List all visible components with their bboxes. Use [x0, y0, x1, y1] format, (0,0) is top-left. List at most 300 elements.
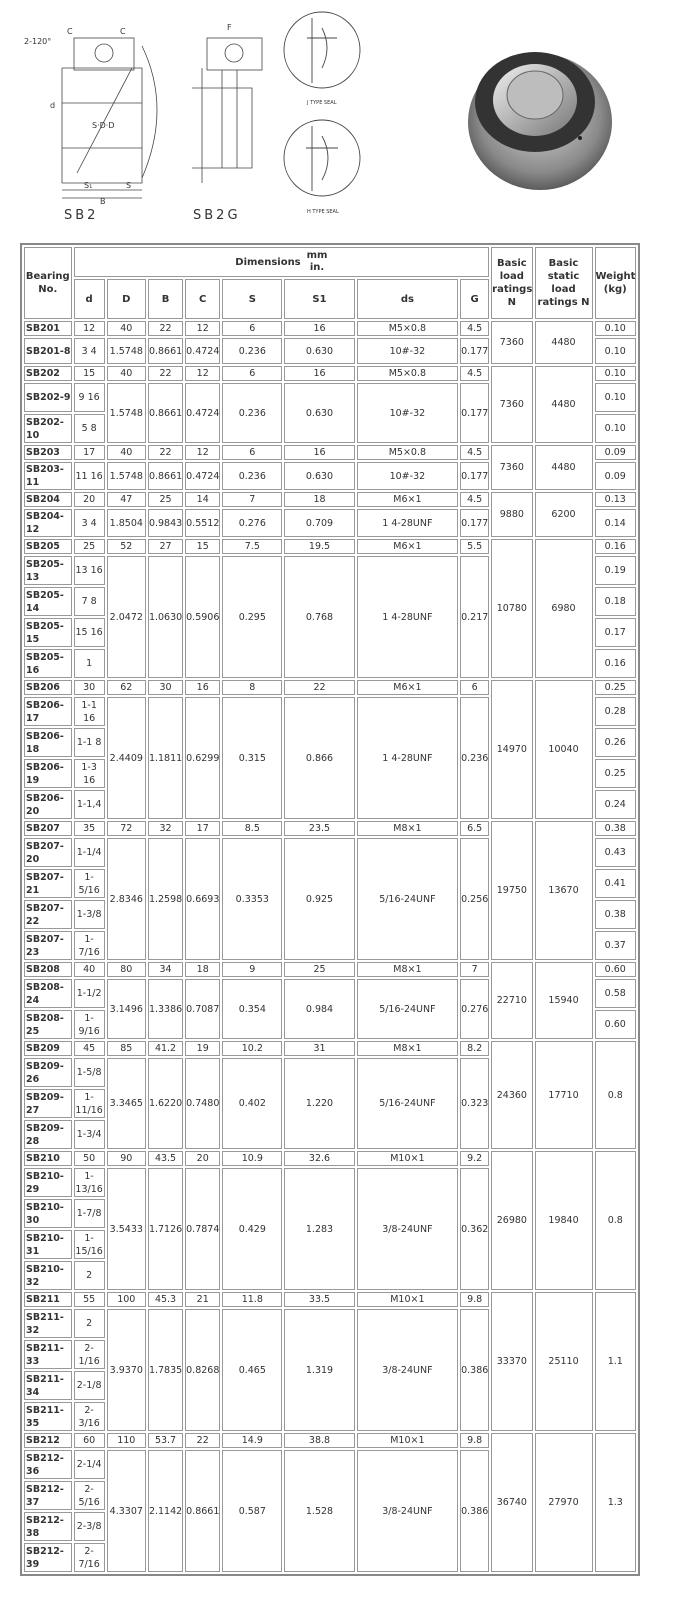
weight: 0.26	[595, 728, 637, 757]
cell-d: 20	[74, 492, 105, 507]
basic-static: 4480	[535, 366, 593, 443]
cell-S: 11.8	[222, 1292, 282, 1307]
bearing-no: SB205-14	[24, 587, 72, 616]
cell-S-inch: 0.295	[222, 556, 282, 678]
cell-B: 45.3	[148, 1292, 183, 1307]
cell-d-inch: 2	[74, 1309, 105, 1338]
bearing-no: SB211-34	[24, 1371, 72, 1400]
cell-ds: M10×1	[357, 1433, 458, 1448]
f-label: F	[227, 23, 232, 32]
basic-load: 22710	[491, 962, 532, 1039]
cell-ds: M10×1	[357, 1151, 458, 1166]
table-row	[24, 680, 636, 695]
cell-ds: M6×1	[357, 680, 458, 695]
weight: 0.10	[595, 338, 637, 364]
weight: 0.10	[595, 321, 637, 336]
bearing-no: SB212-37	[24, 1481, 72, 1510]
bearing-no: SB212-39	[24, 1543, 72, 1572]
bearing-no: SB202-10	[24, 414, 72, 443]
cell-B-inch: 1.3386	[148, 979, 183, 1039]
cell-S: 8	[222, 680, 282, 695]
cell-S: 14.9	[222, 1433, 282, 1448]
weight: 0.38	[595, 900, 637, 929]
cell-D-inch: 1.5748	[107, 383, 146, 443]
cell-B-inch: 1.6220	[148, 1058, 183, 1149]
cell-D: 80	[107, 962, 146, 977]
cell-d-inch: 1-1/2	[74, 979, 105, 1008]
bearing-no: SB202-9	[24, 383, 72, 412]
cell-ds-inch: 5/16-24UNF	[357, 979, 458, 1039]
table-row	[24, 1041, 636, 1056]
c-label-2: C	[120, 27, 126, 36]
weight: 0.28	[595, 697, 637, 726]
bearing-no: SB207-20	[24, 838, 72, 867]
drawing-labels	[24, 23, 339, 215]
table-row	[24, 539, 636, 554]
cell-C: 19	[185, 1041, 220, 1056]
cell-S-inch: 0.402	[222, 1058, 282, 1149]
cell-S1: 19.5	[284, 539, 354, 554]
weight: 0.16	[595, 539, 637, 554]
bearing-no: SB204-12	[24, 509, 72, 537]
bearing-no: SB209-27	[24, 1089, 72, 1118]
cell-S1: 33.5	[284, 1292, 354, 1307]
cell-C-inch: 0.7874	[185, 1168, 220, 1290]
table-row	[24, 962, 636, 977]
bearing-no: SB205-15	[24, 618, 72, 647]
cell-C: 12	[185, 321, 220, 336]
cell-d-inch: 1-1,4	[74, 790, 105, 819]
cell-D-inch: 3.1496	[107, 979, 146, 1039]
bearing-no: SB212-36	[24, 1450, 72, 1479]
header-dimensions	[74, 247, 490, 277]
table-row	[24, 1292, 636, 1307]
bearing-no: SB206-19	[24, 759, 72, 788]
cell-S1: 32.6	[284, 1151, 354, 1166]
cell-ds-inch: 3/8-24UNF	[357, 1309, 458, 1431]
cell-S-inch: 0.587	[222, 1450, 282, 1572]
bearing-photo	[455, 30, 625, 200]
cell-D-inch: 2.4409	[107, 697, 146, 819]
cell-d-inch: 1-9/16	[74, 1010, 105, 1039]
cell-S: 8.5	[222, 821, 282, 836]
cell-S1-inch: 0.630	[284, 383, 354, 443]
bearing-no: SB207-22	[24, 900, 72, 929]
basic-static: 17710	[535, 1041, 593, 1149]
cell-S1: 16	[284, 366, 354, 381]
cell-B: 22	[148, 321, 183, 336]
cell-ds-inch: 5/16-24UNF	[357, 838, 458, 960]
cell-d: 40	[74, 962, 105, 977]
cell-B: 27	[148, 539, 183, 554]
figure-area	[0, 0, 680, 240]
bearing-no: SB206-17	[24, 697, 72, 726]
cell-d: 12	[74, 321, 105, 336]
bearing-no: SB211-32	[24, 1309, 72, 1338]
cell-G-inch: 0.386	[460, 1450, 489, 1572]
cell-S1-inch: 0.630	[284, 338, 354, 364]
cell-S: 6	[222, 445, 282, 460]
cell-C-inch: 0.8661	[185, 1450, 220, 1572]
cell-C: 16	[185, 680, 220, 695]
weight: 0.14	[595, 509, 637, 537]
cell-d: 30	[74, 680, 105, 695]
cell-ds-inch: 1 4-28UNF	[357, 697, 458, 819]
cell-G-inch: 0.276	[460, 979, 489, 1039]
cell-G-inch: 0.177	[460, 383, 489, 443]
cell-S1-inch: 0.866	[284, 697, 354, 819]
basic-load: 36740	[491, 1433, 532, 1572]
cell-C: 12	[185, 366, 220, 381]
cell-C-inch: 0.5906	[185, 556, 220, 678]
cell-D: 62	[107, 680, 146, 695]
cell-D: 40	[107, 366, 146, 381]
header-dimensions-label: Dimensions	[235, 256, 301, 268]
cell-d: 25	[74, 539, 105, 554]
bearing-no: SB207-23	[24, 931, 72, 960]
bearing-no: SB212-38	[24, 1512, 72, 1541]
weight: 0.25	[595, 759, 637, 788]
cell-C-inch: 0.7087	[185, 979, 220, 1039]
cell-ds: M8×1	[357, 962, 458, 977]
cell-D-inch: 4.3307	[107, 1450, 146, 1572]
cell-d: 17	[74, 445, 105, 460]
cell-B: 41.2	[148, 1041, 183, 1056]
cell-D: 110	[107, 1433, 146, 1448]
bearing-no: SB205	[24, 539, 72, 554]
cell-D-inch: 1.5748	[107, 338, 146, 364]
cell-D-inch: 3.3465	[107, 1058, 146, 1149]
basic-static: 19840	[535, 1151, 593, 1290]
bearing-no: SB205-13	[24, 556, 72, 585]
cell-d-inch: 2-1/4	[74, 1450, 105, 1479]
basic-static: 4480	[535, 445, 593, 490]
basic-static: 13670	[535, 821, 593, 960]
cell-ds-inch: 5/16-24UNF	[357, 1058, 458, 1149]
basic-static: 15940	[535, 962, 593, 1039]
cell-G: 4.5	[460, 445, 489, 460]
cell-C-inch: 0.5512	[185, 509, 220, 537]
s-label: S	[126, 181, 132, 190]
cell-ds-inch: 10#-32	[357, 383, 458, 443]
bearing-no: SB210	[24, 1151, 72, 1166]
weight-merged: 1.3	[595, 1433, 637, 1572]
bearing-no: SB208	[24, 962, 72, 977]
bearing-no: SB202	[24, 366, 72, 381]
cell-B: 22	[148, 366, 183, 381]
cell-B: 32	[148, 821, 183, 836]
header-col-B: B	[148, 279, 183, 319]
spec-table-wrapper	[20, 243, 640, 1576]
weight: 0.37	[595, 931, 637, 960]
table-row	[24, 321, 636, 336]
cell-G-inch: 0.256	[460, 838, 489, 960]
cell-ds-inch: 3/8-24UNF	[357, 1168, 458, 1290]
cell-S1-inch: 0.630	[284, 462, 354, 490]
cell-B: 43.5	[148, 1151, 183, 1166]
weight: 0.10	[595, 414, 637, 443]
bearing-no: SB206-18	[24, 728, 72, 757]
cell-ds: M10×1	[357, 1292, 458, 1307]
basic-load: 26980	[491, 1151, 532, 1290]
bearing-no: SB210-31	[24, 1230, 72, 1259]
bearing-no: SB201	[24, 321, 72, 336]
cell-S1-inch: 0.984	[284, 979, 354, 1039]
cell-G: 6.5	[460, 821, 489, 836]
cell-B: 34	[148, 962, 183, 977]
cell-ds-inch: 3/8-24UNF	[357, 1450, 458, 1572]
weight: 0.25	[595, 680, 637, 695]
weight: 0.16	[595, 649, 637, 678]
cell-D: 40	[107, 321, 146, 336]
b-label: B	[100, 197, 106, 206]
bearing-no: SB203-11	[24, 462, 72, 490]
cell-d-inch: 5 8	[74, 414, 105, 443]
cell-d-inch: 2-3/8	[74, 1512, 105, 1541]
cell-C: 22	[185, 1433, 220, 1448]
cell-S: 10.9	[222, 1151, 282, 1166]
cell-S1-inch: 1.528	[284, 1450, 354, 1572]
cell-d-inch: 1-7/8	[74, 1199, 105, 1228]
weight-merged: 0.8	[595, 1151, 637, 1290]
cell-B-inch: 0.8661	[148, 462, 183, 490]
cell-ds: M6×1	[357, 539, 458, 554]
s1-label: S₁	[84, 181, 93, 190]
caption-sb2: SB2	[64, 208, 99, 223]
cell-G: 4.5	[460, 321, 489, 336]
cell-d: 60	[74, 1433, 105, 1448]
cell-C: 21	[185, 1292, 220, 1307]
weight: 0.10	[595, 383, 637, 412]
cell-ds: M5×0.8	[357, 321, 458, 336]
cell-d-inch: 2-7/16	[74, 1543, 105, 1572]
cell-S: 10.2	[222, 1041, 282, 1056]
table-row	[24, 1151, 636, 1166]
cell-G-inch: 0.323	[460, 1058, 489, 1149]
cell-G-inch: 0.177	[460, 462, 489, 490]
basic-load: 7360	[491, 366, 532, 443]
weight: 0.17	[595, 618, 637, 647]
header-basic-load: Basic load ratings N	[491, 247, 532, 319]
cell-d-inch: 1-5/8	[74, 1058, 105, 1087]
bearing-no: SB208-24	[24, 979, 72, 1008]
cell-D-inch: 1.5748	[107, 462, 146, 490]
cell-G-inch: 0.362	[460, 1168, 489, 1290]
bearing-no: SB207	[24, 821, 72, 836]
cell-d-inch: 1-5/16	[74, 869, 105, 898]
weight: 0.18	[595, 587, 637, 616]
basic-static: 6200	[535, 492, 593, 537]
cell-S1: 18	[284, 492, 354, 507]
table-row	[24, 821, 636, 836]
cell-d-inch: 1-3/8	[74, 900, 105, 929]
cell-S-inch: 0.315	[222, 697, 282, 819]
cell-C: 14	[185, 492, 220, 507]
bearing-no: SB210-30	[24, 1199, 72, 1228]
cell-d-inch: 2-1/16	[74, 1340, 105, 1369]
basic-load: 7360	[491, 445, 532, 490]
basic-static: 10040	[535, 680, 593, 819]
cell-d-inch: 1-11/16	[74, 1089, 105, 1118]
bearing-no: SB212	[24, 1433, 72, 1448]
basic-load: 10780	[491, 539, 532, 678]
bearing-no: SB208-25	[24, 1010, 72, 1039]
cell-D: 100	[107, 1292, 146, 1307]
header-col-d: d	[74, 279, 105, 319]
cell-d: 50	[74, 1151, 105, 1166]
cell-G-inch: 0.177	[460, 509, 489, 537]
cell-S1: 16	[284, 321, 354, 336]
cell-S-inch: 0.236	[222, 338, 282, 364]
cell-C-inch: 0.6299	[185, 697, 220, 819]
basic-load: 33370	[491, 1292, 532, 1431]
header-col-ds: ds	[357, 279, 458, 319]
header-bearing-no: Bearing No.	[24, 247, 72, 319]
table-row	[24, 1433, 636, 1448]
cell-D-inch: 2.8346	[107, 838, 146, 960]
cell-S-inch: 0.354	[222, 979, 282, 1039]
weight-merged: 1.1	[595, 1292, 637, 1431]
cell-ds-inch: 10#-32	[357, 462, 458, 490]
weight: 0.60	[595, 1010, 637, 1039]
c-label: C	[67, 27, 73, 36]
cell-D: 47	[107, 492, 146, 507]
cell-ds-inch: 1 4-28UNF	[357, 509, 458, 537]
sb2-drawing	[62, 38, 262, 198]
cell-C: 15	[185, 539, 220, 554]
cell-d-inch: 1-1 16	[74, 697, 105, 726]
weight: 0.10	[595, 366, 637, 381]
table-row	[24, 445, 636, 460]
bearing-no: SB209	[24, 1041, 72, 1056]
cell-ds: M5×0.8	[357, 445, 458, 460]
bearing-no: SB211-35	[24, 1402, 72, 1431]
bearing-no: SB206	[24, 680, 72, 695]
weight: 0.43	[595, 838, 637, 867]
cell-B: 22	[148, 445, 183, 460]
cell-S-inch: 0.236	[222, 462, 282, 490]
cell-B: 25	[148, 492, 183, 507]
cell-d: 15	[74, 366, 105, 381]
spec-table	[20, 243, 640, 1576]
bearing-no: SB204	[24, 492, 72, 507]
bearing-no: SB210-32	[24, 1261, 72, 1290]
bearing-no: SB203	[24, 445, 72, 460]
bearing-no: SB211-33	[24, 1340, 72, 1369]
cell-G: 9.2	[460, 1151, 489, 1166]
cell-D: 85	[107, 1041, 146, 1056]
cell-C-inch: 0.6693	[185, 838, 220, 960]
header-col-D: D	[107, 279, 146, 319]
cell-d-inch: 9 16	[74, 383, 105, 412]
cell-C-inch: 0.4724	[185, 338, 220, 364]
cell-C-inch: 0.8268	[185, 1309, 220, 1431]
cell-S: 7.5	[222, 539, 282, 554]
cell-d-inch: 1-3/4	[74, 1120, 105, 1149]
header-weight: Weight (kg)	[595, 247, 637, 319]
table-row	[24, 492, 636, 507]
header-unit-mm: mm	[306, 250, 328, 261]
basic-load: 19750	[491, 821, 532, 960]
cell-d-inch: 1-1 8	[74, 728, 105, 757]
cell-S: 7	[222, 492, 282, 507]
header-unit-in: in.	[309, 262, 325, 273]
cell-G: 4.5	[460, 366, 489, 381]
j-seal-label: J TYPE SEAL	[307, 100, 337, 106]
cell-S: 9	[222, 962, 282, 977]
bearing-no: SB209-26	[24, 1058, 72, 1087]
cell-d-inch: 1-15/16	[74, 1230, 105, 1259]
cell-G: 5.5	[460, 539, 489, 554]
weight: 0.19	[595, 556, 637, 585]
basic-load: 14970	[491, 680, 532, 819]
bearing-no: SB209-28	[24, 1120, 72, 1149]
technical-drawings	[22, 8, 372, 233]
cell-d-inch: 11 16	[74, 462, 105, 490]
cell-ds: M8×1	[357, 1041, 458, 1056]
cell-d-inch: 2-3/16	[74, 1402, 105, 1431]
cell-D-inch: 1.8504	[107, 509, 146, 537]
bearing-no: SB210-29	[24, 1168, 72, 1197]
cell-d-inch: 2-5/16	[74, 1481, 105, 1510]
cell-S1: 38.8	[284, 1433, 354, 1448]
cell-D: 40	[107, 445, 146, 460]
cell-G: 9.8	[460, 1433, 489, 1448]
cell-C: 18	[185, 962, 220, 977]
cell-G: 9.8	[460, 1292, 489, 1307]
cell-D-inch: 3.9370	[107, 1309, 146, 1431]
caption-sb2g: SB2G	[193, 208, 241, 223]
header-col-S1: S1	[284, 279, 354, 319]
cell-S-inch: 0.465	[222, 1309, 282, 1431]
cell-D: 52	[107, 539, 146, 554]
basic-static: 4480	[535, 321, 593, 364]
cell-B-inch: 1.2598	[148, 838, 183, 960]
cell-S1: 16	[284, 445, 354, 460]
cell-S1-inch: 0.925	[284, 838, 354, 960]
d-label: d	[50, 101, 56, 110]
cell-B-inch: 0.8661	[148, 383, 183, 443]
sd-label: S·D·D	[92, 121, 115, 130]
angle-label: 2-120°	[24, 37, 52, 46]
cell-G-inch: 0.217	[460, 556, 489, 678]
cell-B-inch: 1.7126	[148, 1168, 183, 1290]
cell-G: 7	[460, 962, 489, 977]
cell-D: 72	[107, 821, 146, 836]
cell-S1: 31	[284, 1041, 354, 1056]
h-seal-label: H TYPE SEAL	[307, 209, 339, 215]
cell-d: 55	[74, 1292, 105, 1307]
weight: 0.13	[595, 492, 637, 507]
cell-S-inch: 0.276	[222, 509, 282, 537]
cell-G-inch: 0.236	[460, 697, 489, 819]
cell-d-inch: 2	[74, 1261, 105, 1290]
cell-S1-inch: 1.283	[284, 1168, 354, 1290]
header-basic-static: Basic static load ratings N	[535, 247, 593, 319]
basic-static: 25110	[535, 1292, 593, 1431]
cell-d: 35	[74, 821, 105, 836]
cell-B-inch: 2.1142	[148, 1450, 183, 1572]
header-col-C: C	[185, 279, 220, 319]
cell-d-inch: 1-13/16	[74, 1168, 105, 1197]
cell-C: 20	[185, 1151, 220, 1166]
cell-B-inch: 1.1811	[148, 697, 183, 819]
cell-ds: M8×1	[357, 821, 458, 836]
cell-d-inch: 1-3 16	[74, 759, 105, 788]
cell-ds-inch: 10#-32	[357, 338, 458, 364]
cell-B-inch: 0.9843	[148, 509, 183, 537]
cell-G: 6	[460, 680, 489, 695]
